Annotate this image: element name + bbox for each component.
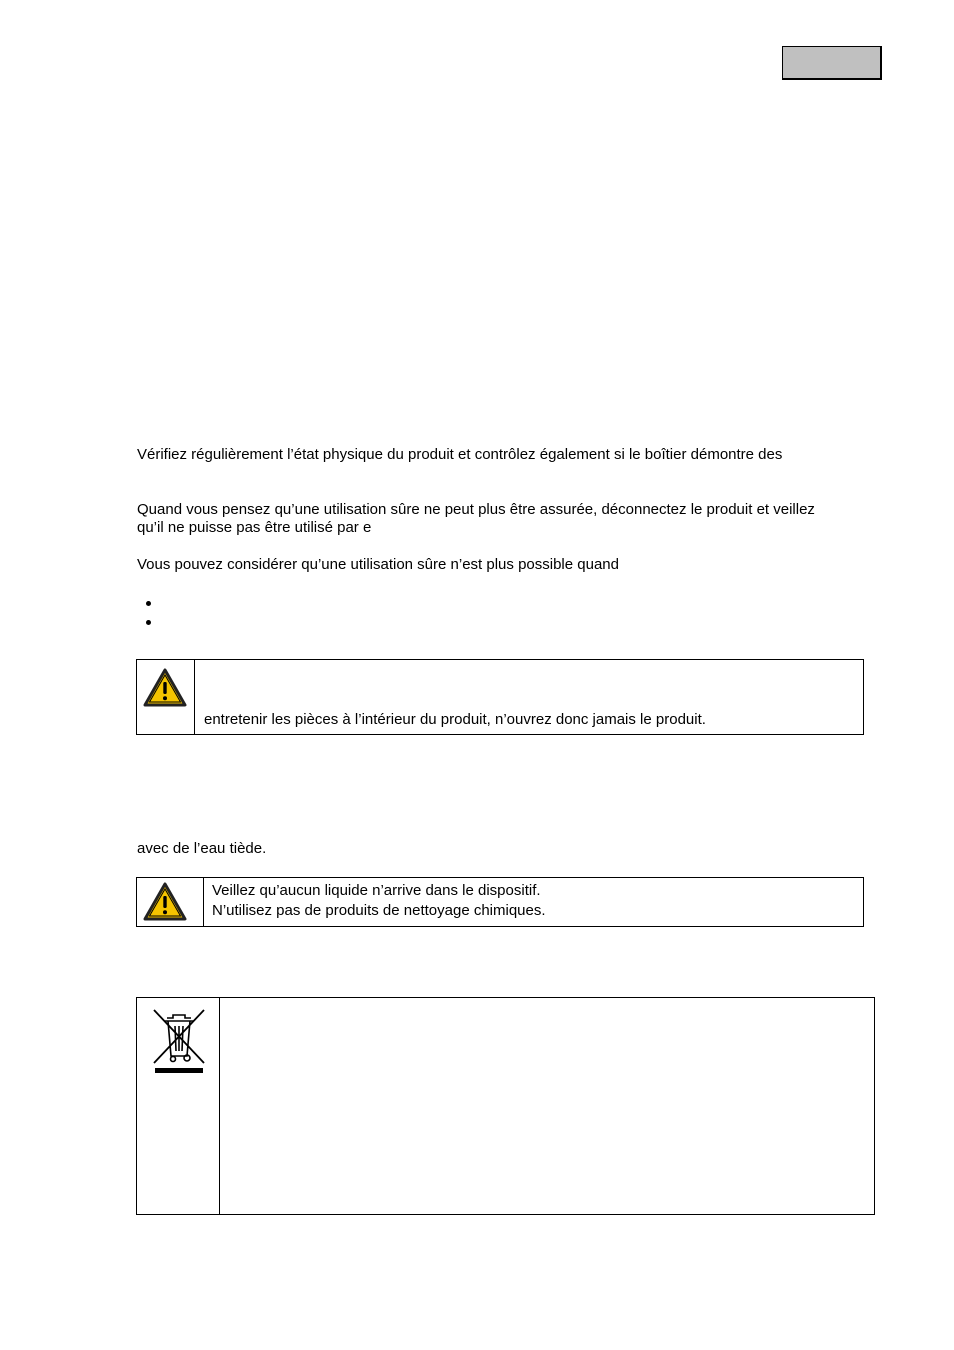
warning-text-line-1: Veillez qu’aucun liquide n’arrive dans le dispositif. <box>212 882 541 899</box>
list-bullet <box>146 620 151 625</box>
paragraph-unsafe-conditions: Vous pouvez considérer qu’une utilisation sûre n’est plus possible quand <box>137 556 619 573</box>
warning-text: entretenir les pièces à l’intérieur du produit, n’ouvrez donc jamais le produit. <box>204 711 706 728</box>
paragraph-safe-use-line-2: qu’il ne puisse pas être utilisé par e <box>137 519 372 536</box>
warning-text-line-2: N’utilisez pas de produits de nettoyage chimiques. <box>212 902 546 919</box>
crossed-out-wheelie-bin-icon <box>149 1006 209 1076</box>
warning-box <box>136 659 864 735</box>
list-bullet <box>146 601 151 606</box>
paragraph-inspection: Vérifiez régulièrement l’état physique du produit et contrôlez également si le boîtier démontre des <box>137 446 783 463</box>
disposal-box <box>136 997 875 1215</box>
warning-icon-cell <box>137 878 204 926</box>
language-tab <box>782 46 882 80</box>
warning-triangle-icon <box>143 668 187 708</box>
warning-triangle-icon <box>143 882 187 922</box>
disposal-icon-cell <box>137 998 220 1214</box>
warning-box <box>136 877 864 927</box>
paragraph-safe-use-line-1: Quand vous pensez qu’une utilisation sûre ne peut plus être assurée, déconnectez le produit et veillez <box>137 501 815 518</box>
warning-icon-cell <box>137 660 195 734</box>
paragraph-cleaning: avec de l’eau tiède. <box>137 840 267 857</box>
